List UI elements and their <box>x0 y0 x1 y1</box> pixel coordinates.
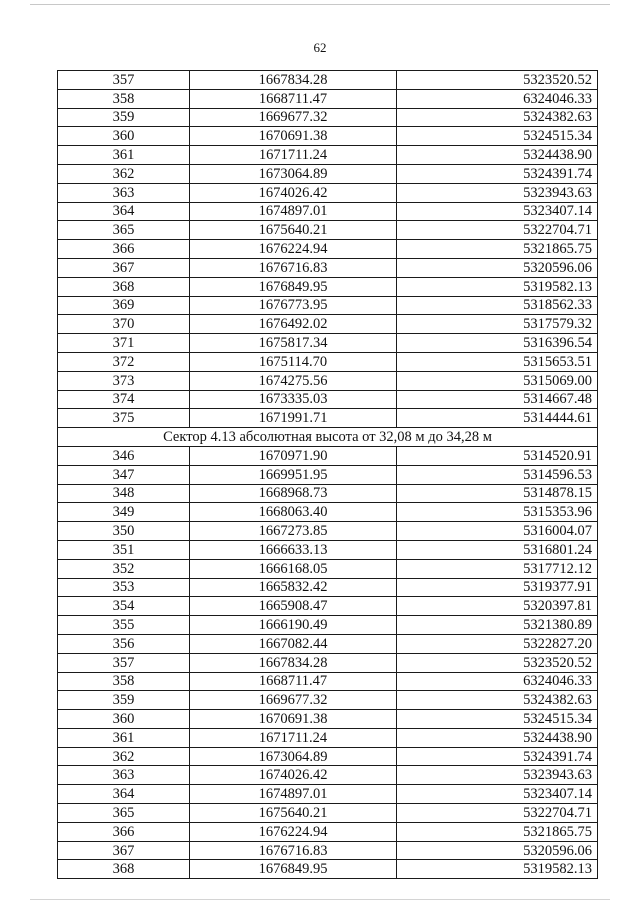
point-number-cell: 367 <box>58 841 190 860</box>
x-coordinate-cell: 1670691.38 <box>190 710 397 729</box>
y-coordinate-cell: 5323407.14 <box>397 202 598 221</box>
y-coordinate-cell: 5314667.48 <box>397 390 598 409</box>
point-number-cell: 349 <box>58 503 190 522</box>
y-coordinate-cell: 5316396.54 <box>397 334 598 353</box>
point-number-cell: 369 <box>58 296 190 315</box>
table-row <box>58 785 598 804</box>
y-coordinate-cell: 5316801.24 <box>397 540 598 559</box>
table-row <box>58 559 598 578</box>
x-coordinate-cell: 1669951.95 <box>190 465 397 484</box>
point-number-cell: 371 <box>58 334 190 353</box>
table-row <box>58 503 598 522</box>
scan-bottom-edge-line <box>30 899 610 900</box>
point-number-cell: 357 <box>58 71 190 90</box>
point-number-cell: 357 <box>58 653 190 672</box>
table-row <box>58 108 598 127</box>
point-number-cell: 368 <box>58 277 190 296</box>
table-row <box>58 766 598 785</box>
x-coordinate-cell: 1676849.95 <box>190 277 397 296</box>
point-number-cell: 375 <box>58 409 190 428</box>
x-coordinate-cell: 1674897.01 <box>190 202 397 221</box>
point-number-cell: 346 <box>58 446 190 465</box>
x-coordinate-cell: 1676773.95 <box>190 296 397 315</box>
table-row <box>58 728 598 747</box>
y-coordinate-cell: 5320596.06 <box>397 258 598 277</box>
table-row <box>58 202 598 221</box>
y-coordinate-cell: 5324382.63 <box>397 108 598 127</box>
point-number-cell: 373 <box>58 371 190 390</box>
x-coordinate-cell: 1675817.34 <box>190 334 397 353</box>
y-coordinate-cell: 5323943.63 <box>397 183 598 202</box>
table-row <box>58 277 598 296</box>
y-coordinate-cell: 5314444.61 <box>397 409 598 428</box>
y-coordinate-cell: 5322704.71 <box>397 221 598 240</box>
point-number-cell: 365 <box>58 804 190 823</box>
point-number-cell: 365 <box>58 221 190 240</box>
y-coordinate-cell: 5324382.63 <box>397 691 598 710</box>
x-coordinate-cell: 1668711.47 <box>190 672 397 691</box>
y-coordinate-cell: 5317712.12 <box>397 559 598 578</box>
point-number-cell: 352 <box>58 559 190 578</box>
y-coordinate-cell: 5321865.75 <box>397 822 598 841</box>
table-row <box>58 183 598 202</box>
y-coordinate-cell: 6324046.33 <box>397 672 598 691</box>
point-number-cell: 358 <box>58 89 190 108</box>
x-coordinate-cell: 1674026.42 <box>190 183 397 202</box>
y-coordinate-cell: 5322704.71 <box>397 804 598 823</box>
table-row <box>58 653 598 672</box>
table-row <box>58 616 598 635</box>
x-coordinate-cell: 1669677.32 <box>190 108 397 127</box>
coordinates-block-1 <box>58 71 598 428</box>
table-row <box>58 860 598 879</box>
table-row <box>58 390 598 409</box>
table-row <box>58 446 598 465</box>
x-coordinate-cell: 1667834.28 <box>190 71 397 90</box>
table-row <box>58 221 598 240</box>
table-row <box>58 240 598 259</box>
section-heading-row <box>58 428 598 447</box>
x-coordinate-cell: 1673064.89 <box>190 747 397 766</box>
x-coordinate-cell: 1668063.40 <box>190 503 397 522</box>
x-coordinate-cell: 1667273.85 <box>190 522 397 541</box>
x-coordinate-cell: 1671991.71 <box>190 409 397 428</box>
page-number: 62 <box>313 40 327 55</box>
table-row <box>58 691 598 710</box>
x-coordinate-cell: 1675114.70 <box>190 352 397 371</box>
y-coordinate-cell: 5317579.32 <box>397 315 598 334</box>
y-coordinate-cell: 5320596.06 <box>397 841 598 860</box>
table-row <box>58 296 598 315</box>
table-row <box>58 409 598 428</box>
y-coordinate-cell: 5319377.91 <box>397 578 598 597</box>
y-coordinate-cell: 5324438.90 <box>397 146 598 165</box>
table-row <box>58 315 598 334</box>
x-coordinate-cell: 1676224.94 <box>190 822 397 841</box>
table-row <box>58 127 598 146</box>
x-coordinate-cell: 1674026.42 <box>190 766 397 785</box>
y-coordinate-cell: 6324046.33 <box>397 89 598 108</box>
coordinates-block-2 <box>58 446 598 878</box>
point-number-cell: 374 <box>58 390 190 409</box>
y-coordinate-cell: 5324391.74 <box>397 164 598 183</box>
point-number-cell: 360 <box>58 127 190 146</box>
table-row <box>58 804 598 823</box>
x-coordinate-cell: 1665832.42 <box>190 578 397 597</box>
point-number-cell: 366 <box>58 240 190 259</box>
point-number-cell: 364 <box>58 202 190 221</box>
x-coordinate-cell: 1665908.47 <box>190 597 397 616</box>
y-coordinate-cell: 5324391.74 <box>397 747 598 766</box>
y-coordinate-cell: 5314878.15 <box>397 484 598 503</box>
y-coordinate-cell: 5321380.89 <box>397 616 598 635</box>
x-coordinate-cell: 1674275.56 <box>190 371 397 390</box>
table-row <box>58 258 598 277</box>
x-coordinate-cell: 1666633.13 <box>190 540 397 559</box>
table-row <box>58 334 598 353</box>
point-number-cell: 361 <box>58 146 190 165</box>
x-coordinate-cell: 1670971.90 <box>190 446 397 465</box>
point-number-cell: 366 <box>58 822 190 841</box>
y-coordinate-cell: 5323520.52 <box>397 71 598 90</box>
y-coordinate-cell: 5314596.53 <box>397 465 598 484</box>
point-number-cell: 372 <box>58 352 190 371</box>
scan-top-edge-line <box>30 4 610 5</box>
x-coordinate-cell: 1669677.32 <box>190 691 397 710</box>
point-number-cell: 354 <box>58 597 190 616</box>
point-number-cell: 347 <box>58 465 190 484</box>
y-coordinate-cell: 5324515.34 <box>397 127 598 146</box>
table-row <box>58 89 598 108</box>
table-row <box>58 164 598 183</box>
y-coordinate-cell: 5324438.90 <box>397 728 598 747</box>
point-number-cell: 350 <box>58 522 190 541</box>
y-coordinate-cell: 5323943.63 <box>397 766 598 785</box>
table-row <box>58 841 598 860</box>
y-coordinate-cell: 5314520.91 <box>397 446 598 465</box>
x-coordinate-cell: 1676716.83 <box>190 841 397 860</box>
y-coordinate-cell: 5320397.81 <box>397 597 598 616</box>
y-coordinate-cell: 5318562.33 <box>397 296 598 315</box>
x-coordinate-cell: 1675640.21 <box>190 221 397 240</box>
x-coordinate-cell: 1670691.38 <box>190 127 397 146</box>
table-row <box>58 634 598 653</box>
y-coordinate-cell: 5319582.13 <box>397 860 598 879</box>
x-coordinate-cell: 1676849.95 <box>190 860 397 879</box>
point-number-cell: 353 <box>58 578 190 597</box>
table-row <box>58 146 598 165</box>
table-row <box>58 371 598 390</box>
x-coordinate-cell: 1668968.73 <box>190 484 397 503</box>
table-row <box>58 822 598 841</box>
x-coordinate-cell: 1673064.89 <box>190 164 397 183</box>
x-coordinate-cell: 1666168.05 <box>190 559 397 578</box>
point-number-cell: 362 <box>58 164 190 183</box>
y-coordinate-cell: 5316004.07 <box>397 522 598 541</box>
y-coordinate-cell: 5315069.00 <box>397 371 598 390</box>
point-number-cell: 355 <box>58 616 190 635</box>
x-coordinate-cell: 1667834.28 <box>190 653 397 672</box>
y-coordinate-cell: 5324515.34 <box>397 710 598 729</box>
x-coordinate-cell: 1676492.02 <box>190 315 397 334</box>
section-heading: Сектор 4.13 абсолютная высота от 32,08 м до 34,28 м <box>58 428 598 447</box>
coordinates-table <box>57 70 598 879</box>
point-number-cell: 363 <box>58 183 190 202</box>
table-row <box>58 484 598 503</box>
table-row <box>58 710 598 729</box>
y-coordinate-cell: 5322827.20 <box>397 634 598 653</box>
point-number-cell: 360 <box>58 710 190 729</box>
point-number-cell: 359 <box>58 108 190 127</box>
point-number-cell: 367 <box>58 258 190 277</box>
table-row <box>58 578 598 597</box>
x-coordinate-cell: 1676224.94 <box>190 240 397 259</box>
y-coordinate-cell: 5315353.96 <box>397 503 598 522</box>
x-coordinate-cell: 1675640.21 <box>190 804 397 823</box>
point-number-cell: 351 <box>58 540 190 559</box>
x-coordinate-cell: 1671711.24 <box>190 728 397 747</box>
table-row <box>58 465 598 484</box>
x-coordinate-cell: 1671711.24 <box>190 146 397 165</box>
table-row <box>58 522 598 541</box>
y-coordinate-cell: 5321865.75 <box>397 240 598 259</box>
point-number-cell: 361 <box>58 728 190 747</box>
x-coordinate-cell: 1666190.49 <box>190 616 397 635</box>
table-row <box>58 71 598 90</box>
section-heading-group <box>58 428 598 447</box>
point-number-cell: 358 <box>58 672 190 691</box>
point-number-cell: 364 <box>58 785 190 804</box>
x-coordinate-cell: 1674897.01 <box>190 785 397 804</box>
point-number-cell: 348 <box>58 484 190 503</box>
point-number-cell: 368 <box>58 860 190 879</box>
x-coordinate-cell: 1667082.44 <box>190 634 397 653</box>
table-row <box>58 672 598 691</box>
y-coordinate-cell: 5315653.51 <box>397 352 598 371</box>
table-row <box>58 747 598 766</box>
table-row <box>58 352 598 371</box>
x-coordinate-cell: 1673335.03 <box>190 390 397 409</box>
point-number-cell: 359 <box>58 691 190 710</box>
table-row <box>58 540 598 559</box>
point-number-cell: 356 <box>58 634 190 653</box>
y-coordinate-cell: 5323407.14 <box>397 785 598 804</box>
point-number-cell: 362 <box>58 747 190 766</box>
point-number-cell: 370 <box>58 315 190 334</box>
y-coordinate-cell: 5323520.52 <box>397 653 598 672</box>
y-coordinate-cell: 5319582.13 <box>397 277 598 296</box>
point-number-cell: 363 <box>58 766 190 785</box>
table-row <box>58 597 598 616</box>
x-coordinate-cell: 1676716.83 <box>190 258 397 277</box>
x-coordinate-cell: 1668711.47 <box>190 89 397 108</box>
